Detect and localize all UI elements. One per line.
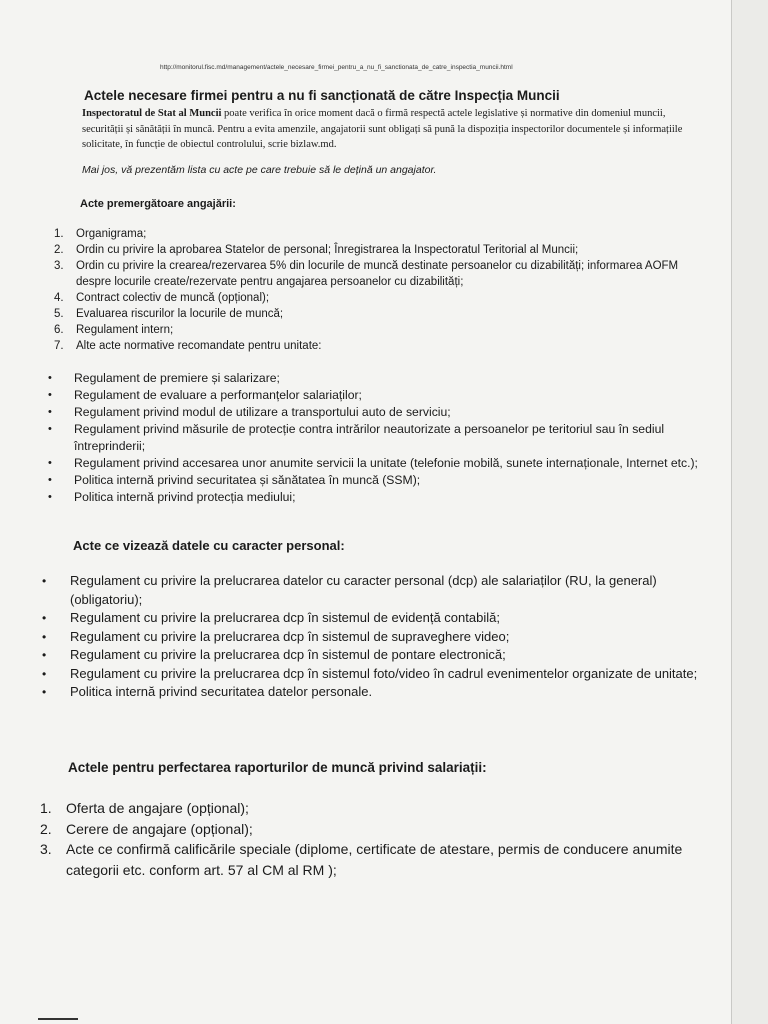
list-item-text: Regulament cu privire la prelucrarea dcp în sistemul foto/video în cadrul evenimentelor organizate de unitate; <box>70 665 698 681</box>
list-item-text: Ordin cu privire la aprobarea Statelor de personal; Înregistrarea la Inspectoratul Teritorial al Muncii; <box>76 244 579 256</box>
list-item <box>42 665 720 684</box>
list-item-text: Contract colectiv de muncă (opțional); <box>76 292 270 304</box>
bullet-icon: • <box>42 611 47 625</box>
list-number: 5. <box>54 308 64 320</box>
list-item-text: Politica internă privind securitatea și sănătatea în muncă (SSM); <box>74 473 421 487</box>
list-item-text: Acte ce confirmă calificările speciale (diplome, certificate de atestare, permis de conducere anumite categorii etc. conform art. 57 al CM al RM ); <box>66 841 683 878</box>
page-edge-shadow <box>732 0 768 1024</box>
section-heading-pre-employment: Acte premergătoare angajării: <box>80 198 236 210</box>
bullet-icon: • <box>42 685 47 699</box>
bullet-icon: • <box>48 372 52 384</box>
list-item-text: Organigrama; <box>76 228 147 240</box>
list-item-text: Regulament cu privire la prelucrarea dcp în sistemul de evidență contabilă; <box>70 610 500 625</box>
list-item <box>42 683 720 702</box>
list-number: 6. <box>54 324 64 336</box>
list-item-text: Politica internă privind protecția mediului; <box>74 490 296 504</box>
section-heading-employment-relations: Actele pentru perfectarea raporturilor de muncă privind salariații: <box>68 760 487 775</box>
lead-line: Mai jos, vă prezentăm lista cu acte pe care trebuie să le dețină un angajator. <box>82 164 437 176</box>
list-item <box>54 242 716 258</box>
list-item-text: Regulament cu privire la prelucrarea dcp în sistemul de supraveghere video; <box>70 628 510 644</box>
intro-bold-lead: Inspectoratul de Stat al Muncii <box>82 108 222 119</box>
page-edge <box>731 0 732 1024</box>
list-item <box>48 404 714 421</box>
bullet-icon: • <box>48 457 52 469</box>
recommended-acts-list <box>48 370 714 506</box>
list-item <box>54 258 716 290</box>
list-item <box>40 819 726 840</box>
list-item-text: Evaluarea riscurilor la locurile de muncă; <box>76 308 284 320</box>
list-item <box>48 472 714 489</box>
intro-text: poate verifica în orice moment dacă o firmă respectă actele legislative și normative din domeniul muncii, securității și sănătății în muncă. Pentru a evita amenzile, angajatorii sunt obligați să pună la dispoziția inspectorilor documentele și informațiile solicitate, în funcție de obiectul controlului, scrie bizlaw.md. <box>82 108 683 150</box>
bullet-icon: • <box>42 629 47 644</box>
list-item <box>54 306 716 322</box>
list-item <box>48 387 714 404</box>
list-item <box>48 370 714 387</box>
list-item <box>42 646 720 665</box>
list-item <box>42 628 720 647</box>
bullet-icon: • <box>48 389 52 401</box>
list-number: 3. <box>40 841 52 857</box>
list-item-text: Regulament de evaluare a performanțelor salariaților; <box>74 388 362 402</box>
list-number: 7. <box>54 340 64 352</box>
document-title: Actele necesare firmei pentru a nu fi sancționată de către Inspecția Muncii <box>84 88 560 103</box>
list-item <box>42 572 720 609</box>
list-item <box>48 421 714 455</box>
source-url: http://monitorul.fisc.md/management/actele_necesare_firmei_pentru_a_nu_fi_sanctionata_de_catre_inspectia_muncii.html <box>160 64 513 71</box>
list-item <box>48 455 714 472</box>
bullet-icon: • <box>42 574 47 588</box>
list-item-text: Oferta de angajare (opțional); <box>66 800 249 816</box>
bullet-icon: • <box>48 406 52 418</box>
intro-paragraph <box>82 106 692 153</box>
bullet-icon: • <box>42 666 47 681</box>
list-item-text: Cerere de angajare (opțional); <box>66 820 253 837</box>
list-item <box>54 338 716 354</box>
personal-data-acts-list <box>42 572 720 702</box>
list-item-text: Regulament privind măsurile de protecție contra intrărilor neautorizate a persoanelor pe teritoriul sau în sediul întreprinderii; <box>74 422 665 453</box>
list-item <box>54 226 716 242</box>
bullet-icon: • <box>48 423 52 435</box>
list-item-text: Regulament privind accesarea unor anumite servicii la unitate (telefonie mobilă, sunete internaționale, Internet etc.); <box>74 456 698 470</box>
list-number: 4. <box>54 292 64 304</box>
list-item-text: Alte acte normative recomandate pentru unitate: <box>76 340 322 352</box>
bullet-icon: • <box>48 474 52 486</box>
list-item-text: Regulament cu privire la prelucrarea dcp în sistemul de pontare electronică; <box>70 647 506 662</box>
list-number: 1. <box>40 800 52 816</box>
employment-relations-list <box>40 798 726 880</box>
list-number: 1. <box>54 228 64 240</box>
list-number: 3. <box>54 260 64 272</box>
section-heading-personal-data: Acte ce vizează datele cu caracter personal: <box>73 538 345 553</box>
list-item-text: Politica internă privind securitatea datelor personale. <box>70 684 373 699</box>
list-item-text: Regulament privind modul de utilizare a transportului auto de serviciu; <box>74 405 451 419</box>
list-item-text: Regulament de premiere și salarizare; <box>74 371 280 385</box>
list-item <box>48 489 714 506</box>
list-item <box>40 798 726 819</box>
list-item-text: Regulament intern; <box>76 324 174 336</box>
list-item <box>42 609 720 628</box>
list-item <box>54 322 716 338</box>
list-number: 2. <box>40 820 52 837</box>
list-item-text: Regulament cu privire la prelucrarea datelor cu caracter personal (dcp) ale salariaților (RU, la general) (obligatoriu); <box>70 573 657 607</box>
list-item-text: Ordin cu privire la crearea/rezervarea 5% din locurile de muncă destinate persoanelor cu dizabilități; informarea AOFM despre locurile create/rezervate pentru angajarea persoanelor cu dizabilități; <box>76 260 679 288</box>
pre-employment-list <box>54 226 716 354</box>
bullet-icon: • <box>48 491 52 503</box>
footer-mark <box>38 1018 78 1020</box>
bullet-icon: • <box>42 648 47 662</box>
list-number: 2. <box>54 244 64 256</box>
list-item <box>54 290 716 306</box>
list-item <box>40 839 726 880</box>
